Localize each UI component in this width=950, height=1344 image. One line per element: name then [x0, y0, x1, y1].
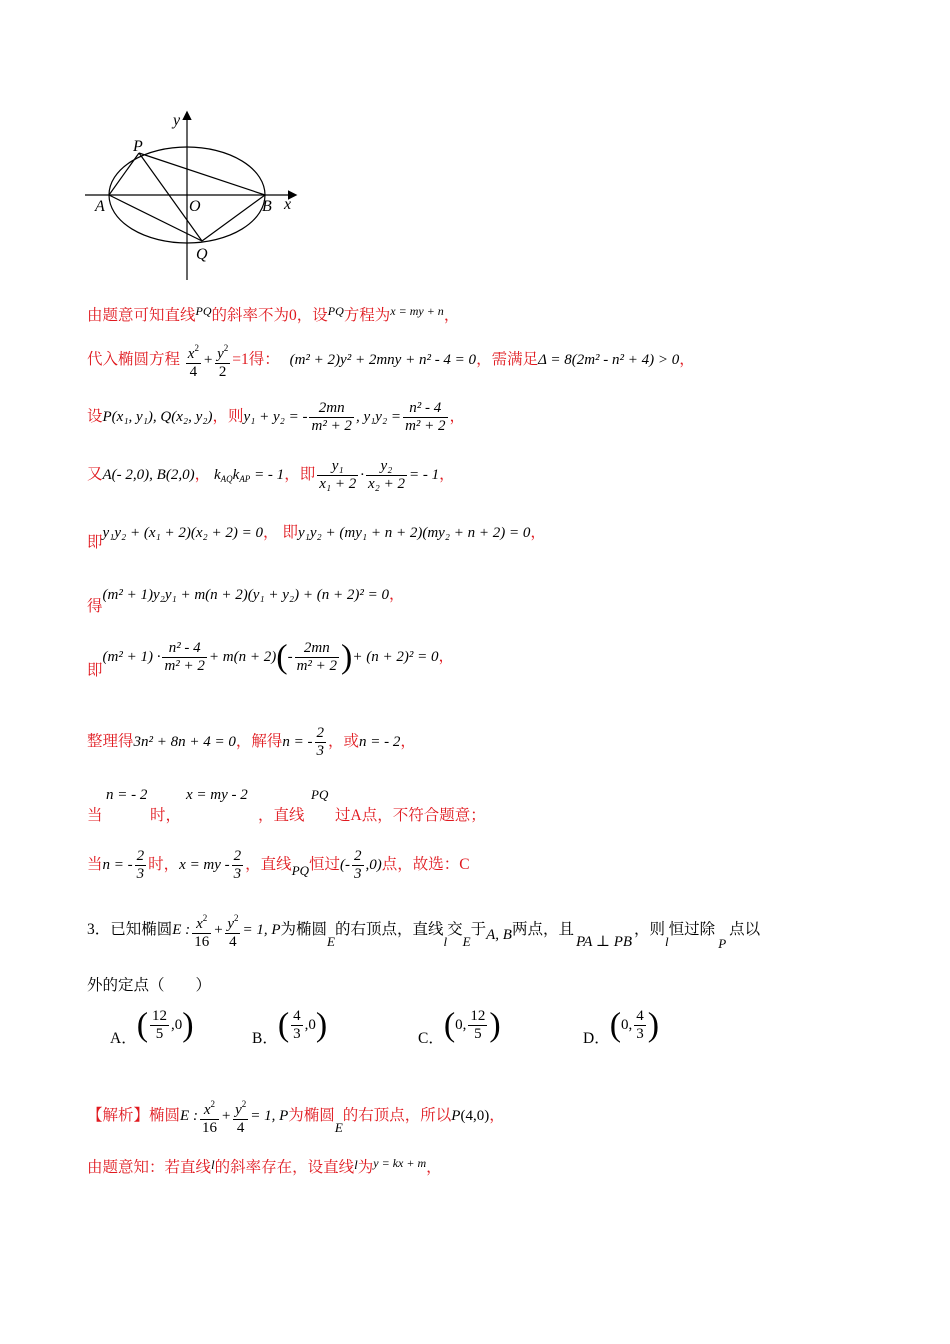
option-c[interactable]: C．(0, $\frac{12}{5}$ ): [418, 1006, 501, 1047]
solution-line-2: 由题意知：若直线l的斜率存在，设直线l为$^{y = kx + m}$，: [87, 1156, 442, 1176]
line-8: 整理得3n² + 8n + 4 = 0，解得n = - $\frac{2}{3}$ ，或n = - 2，: [87, 725, 416, 759]
line-6: 得(m² + 1)y₂y₁ + m(n + 2)(y₁ + y₂) + (n + 2)² = 0，: [87, 586, 405, 615]
label-A: A: [95, 198, 105, 215]
option-a[interactable]: A．( $\frac{12}{5}$ ,0): [110, 1006, 194, 1047]
segment-AP: [109, 153, 139, 195]
segment-PB: [139, 153, 265, 195]
label-y: y: [173, 112, 181, 129]
label-B: B: [262, 198, 272, 215]
line-9-n: n = - 2: [106, 787, 148, 803]
label-x: x: [284, 196, 292, 213]
line-2: 代入椭圆方程 $\frac{x^2}{4}$ + $\frac{y^2}{2}$ =1得： (m² + 2)y² + 2mny + n² - 4 = 0，需满足Δ = 8(2m² - n² + 4) > 0，: [87, 340, 695, 381]
question-3-line-2: 外的定点（ ）: [87, 977, 212, 994]
line-4: 又A(- 2,0), B(2,0)， $k_{AQ}k_{AP}$ = - 1，即 $\frac{\text{y₁}}{\text{x₁ + 2}}$ · $\frac{\text{y₂}}{\text{x₂ + 2}}$ = - 1，: [87, 458, 455, 492]
option-d[interactable]: D．(0, $\frac{4}{3}$ ): [583, 1006, 660, 1047]
segment-PQ: [139, 153, 202, 241]
line-9-pq: PQ: [311, 787, 329, 802]
solution-line-1: 【解析】椭圆E : $\frac{x^2}{16}$ + $\frac{y^2}{4}$ = 1, P为椭圆$_E$的右顶点，所以P(4,0)，: [87, 1096, 505, 1137]
label-P: P: [133, 138, 143, 155]
option-b[interactable]: B．( $\frac{4}{3}$ ,0): [252, 1006, 328, 1047]
line-1: 由题意可知直线$^{PQ}$的斜率不为0，设$^{PQ}$方程为$^{x = my + n}$，: [87, 304, 460, 324]
line-10: 当n = - $\frac{2}{3}$ 时，x = my - $\frac{2}{3}$ ，直线$_{PQ}$恒过(- $\frac{2}{3}$ ,0)点，故选：C: [87, 848, 470, 882]
line-9-a: 当: [87, 807, 103, 824]
label-O: O: [189, 198, 201, 215]
line-9-x: x = my - 2: [186, 787, 248, 803]
label-Q: Q: [196, 246, 208, 263]
line-9-c: ，直线: [258, 807, 305, 824]
ellipse-figure: [80, 105, 310, 290]
line-5: 即y₁y₂ + (x₁ + 2)(x₂ + 2) = 0， 即y₁y₂ + (my₁ + n + 2)(my₂ + n + 2) = 0，: [87, 524, 546, 551]
question-3: 3．已知椭圆E : $\frac{x^2}{16}$ + $\frac{y^2}{4}$ = 1, P为椭圆$_E$的右顶点，直线$_l$交$_E$于A, B两点，且PA ⊥ PB，则$_l$恒过除$_P$点以: [87, 910, 760, 952]
line-3: 设P(x₁, y₁), Q(x₂, y₂)，则y₁ + y₂ = - $\frac{2mn}{\text{m² + 2}}$ , y₁y₂ = $\frac{\text{n² - 4}}{\text{m² + 2}}$ ，: [87, 400, 466, 434]
line-9-b: 时，: [150, 807, 182, 824]
line-7: 即(m² + 1) · $\frac{\text{n² - 4}}{\text{m² + 2}}$ + m(n + 2)(- $\frac{2mn}{\text{m² + 2}}$ )+ (n + 2)² = 0，: [87, 638, 454, 679]
line-9-d: 过A点，不符合题意；: [335, 807, 486, 824]
